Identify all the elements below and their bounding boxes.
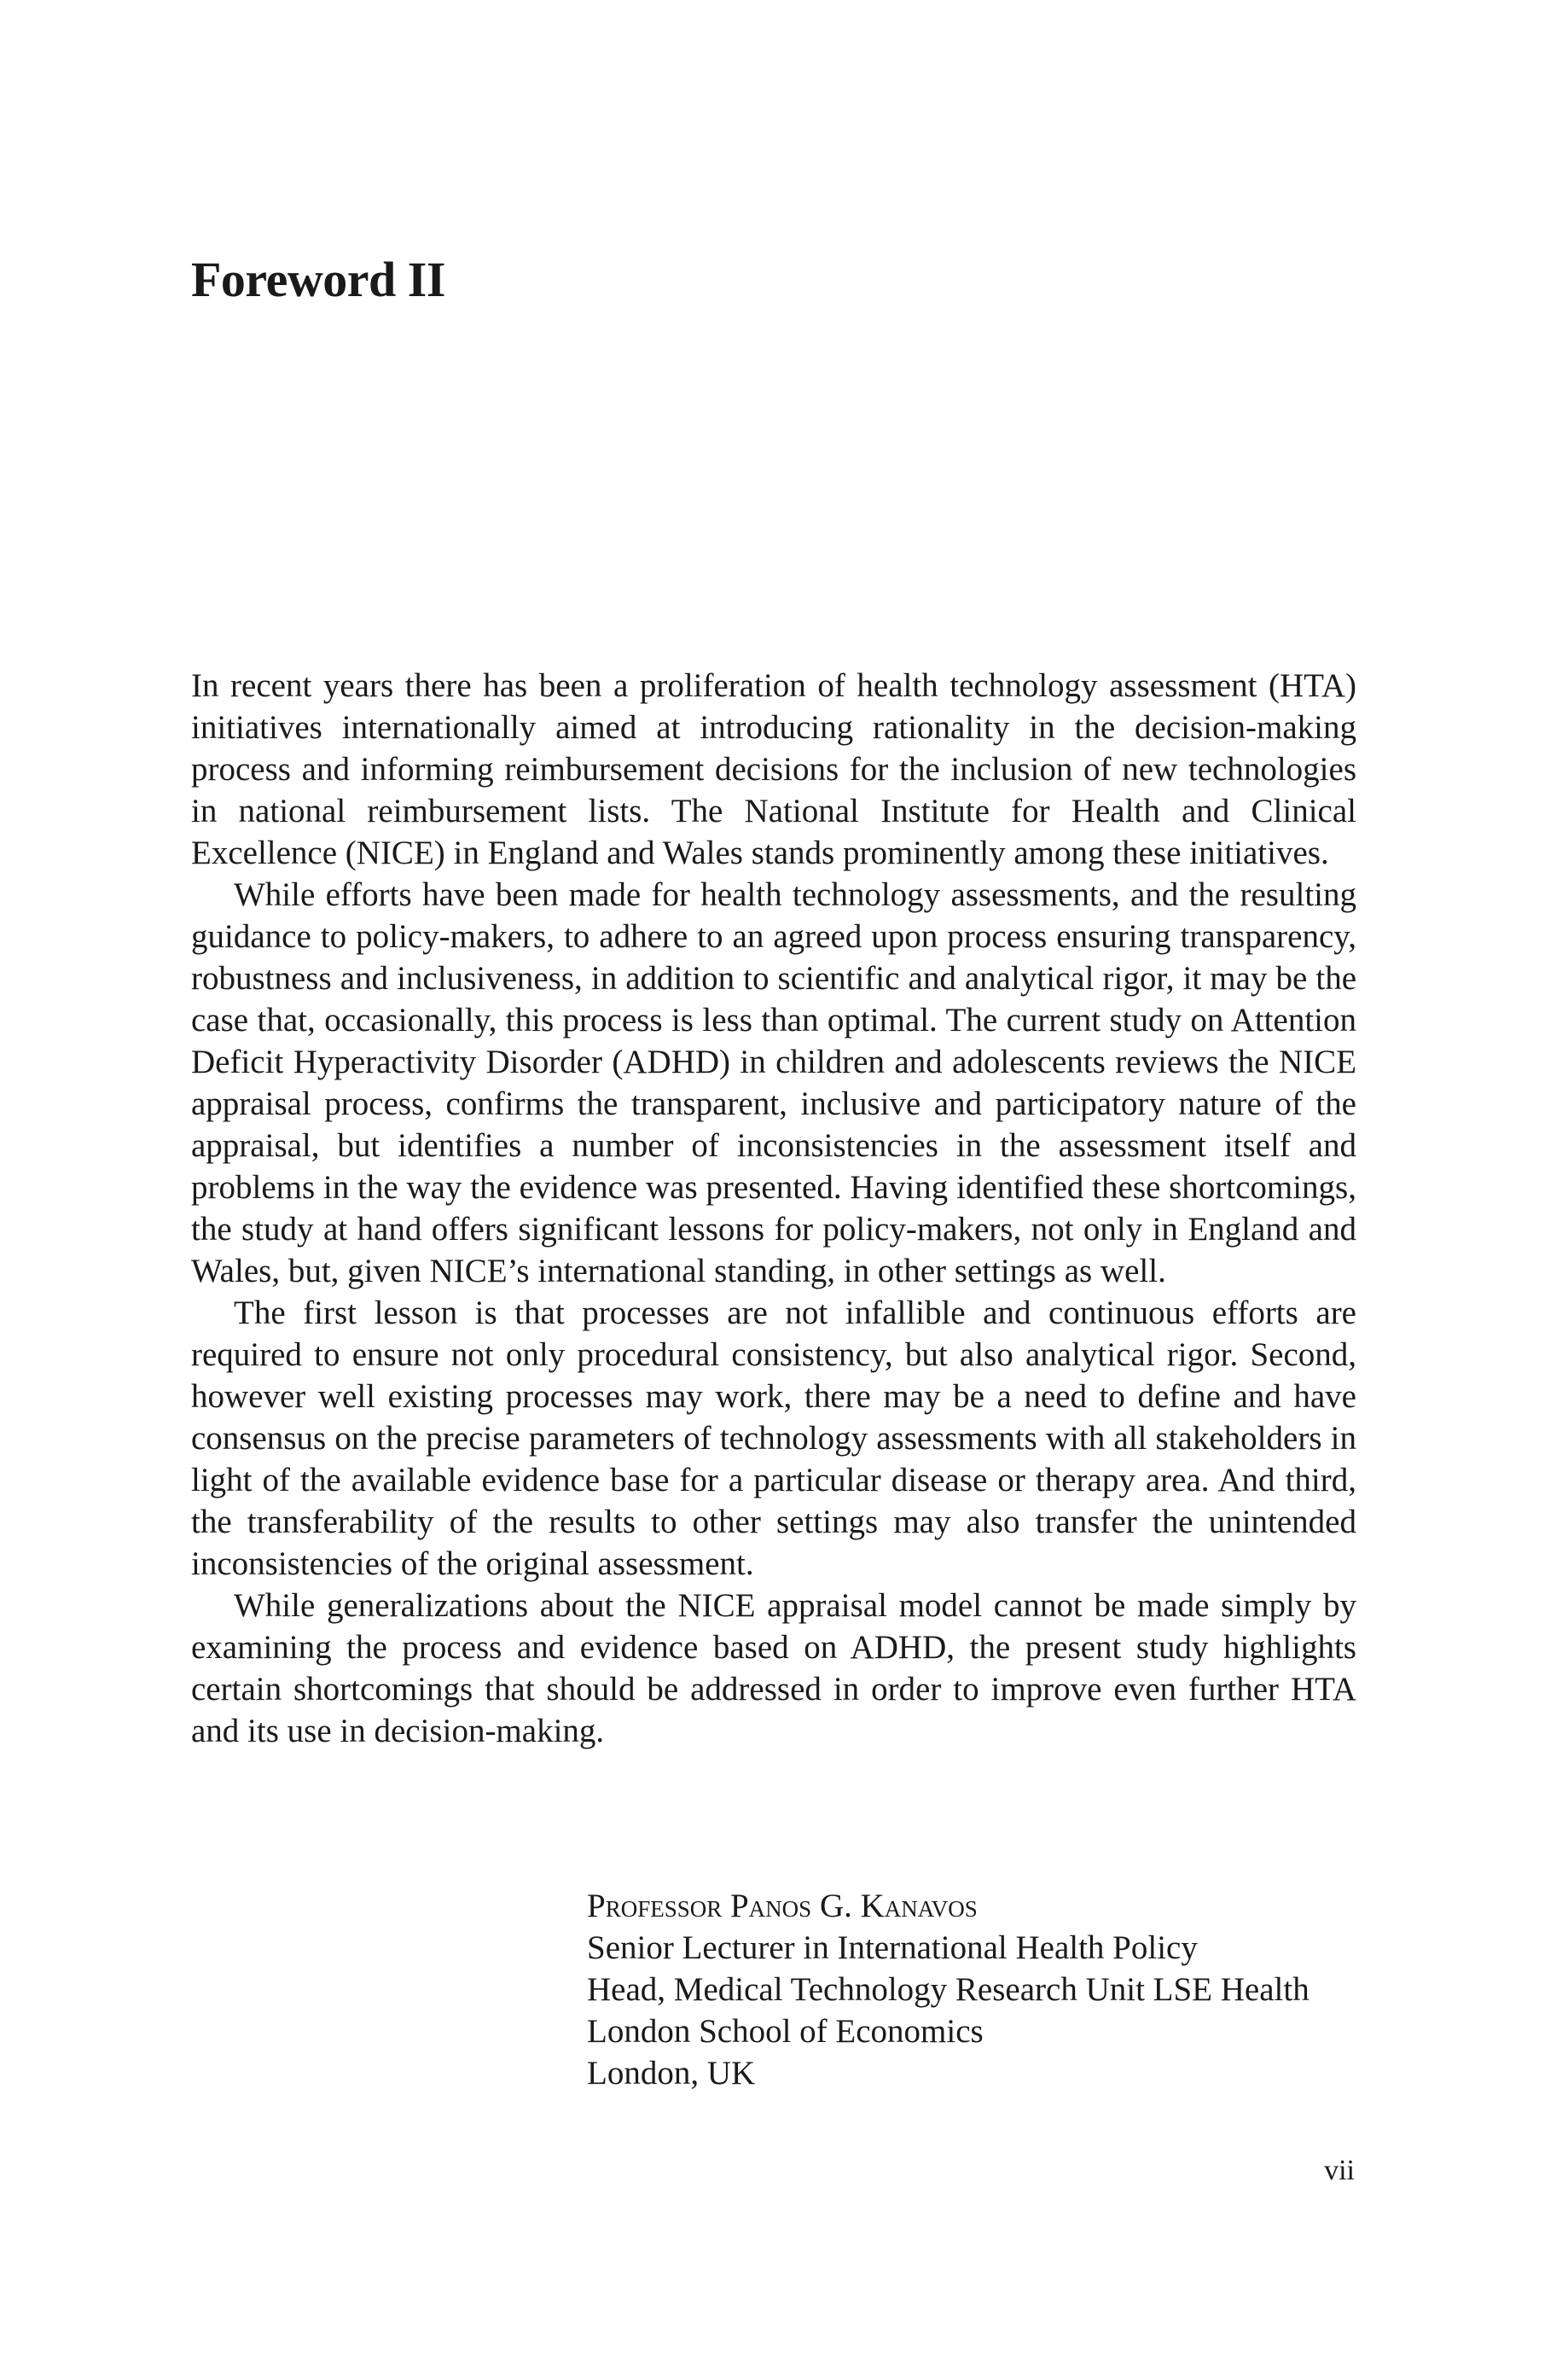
author-name: Professor Panos G. Kanavos bbox=[587, 1888, 978, 1924]
page-title: Foreword II bbox=[191, 252, 445, 307]
author-institution: London School of Economics bbox=[587, 2013, 984, 2050]
paragraph-4: While generalizations about the NICE appraisal model cannot be made simply by examining the process and evidence based on ADHD, the present study highlights certain shortcomings that should be addressed in order to improve even further HTA and its use in decision-making. bbox=[191, 1587, 1356, 1749]
foreword-body bbox=[191, 665, 1356, 1752]
author-unit: Head, Medical Technology Research Unit LSE Health bbox=[587, 1971, 1310, 2008]
signature-block bbox=[587, 1885, 1310, 2094]
page-number: vii bbox=[1324, 2155, 1355, 2186]
author-position: Senior Lecturer in International Health Policy bbox=[587, 1929, 1198, 1966]
paragraph-1: In recent years there has been a proliferation of health technology assessment (HTA) initiatives internationally aimed at introducing rationality in the decision-making process and informing reimbursement decisions for the inclusion of new technologies in national reimbursement lists. The National Institute for Health and Clinical Excellence (NICE) in England and Wales stands prominently among these initiatives. bbox=[191, 667, 1356, 871]
author-location: London, UK bbox=[587, 2055, 756, 2092]
paragraph-3: The first lesson is that processes are not infallible and continuous efforts are required to ensure not only procedural consistency, but also analytical rigor. Second, however well existing processes may work, there may be a need to define and have consensus on the precise parameters of technology assessments with all stakeholders in light of the available evidence base for a particular disease or therapy area. And third, the transferability of the results to other settings may also transfer the unintended inconsistencies of the original assessment. bbox=[191, 1295, 1356, 1582]
paragraph-2: While efforts have been made for health technology assessments, and the resulting guidance to policy-makers, to adhere to an agreed upon process ensuring transparency, robustness and inclusiveness, in addition to scientific and analytical rigor, it may be the case that, occasionally, this process is less than optimal. The current study on Attention Deficit Hyperactivity Disorder (ADHD) in children and adolescents reviews the NICE appraisal process, confirms the transparent, inclusive and participatory nature of the appraisal, but identifies a number of inconsistencies in the assessment itself and problems in the way the evidence was presented. Having identified these shortcomings, the study at hand offers significant lessons for policy-makers, not only in England and Wales, but, given NICE’s international standing, in other settings as well. bbox=[191, 876, 1356, 1289]
